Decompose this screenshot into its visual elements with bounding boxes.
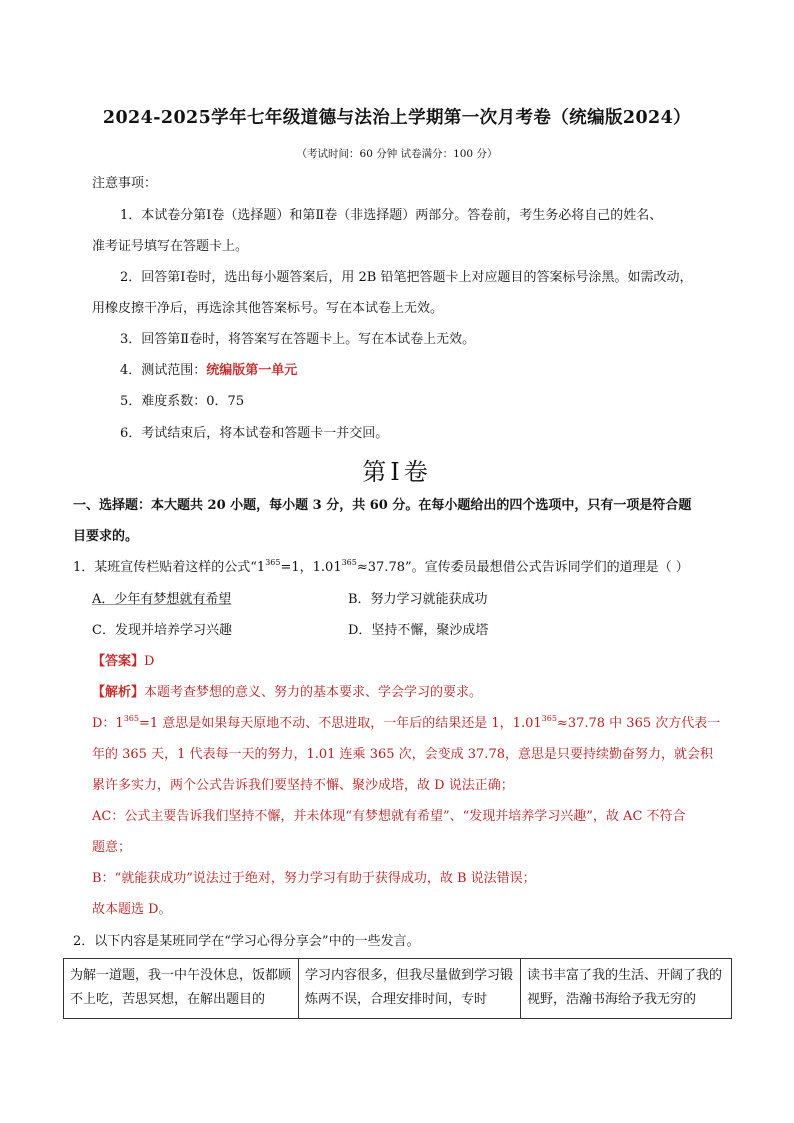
note-item-2-line-1: 2．回答第Ⅰ卷时，选出每小题答案后，用 2B 铅笔把答题卡上对应题目的答案标号涂黑。如需改动， bbox=[120, 270, 693, 285]
section-title: 第Ⅰ卷 bbox=[362, 458, 432, 486]
note-item-5: 5．难度系数：0．75 bbox=[120, 394, 245, 409]
answer-row bbox=[92, 652, 154, 672]
table-cell: 学习内容很多，但我尽量做到学习锻炼两不误，合理安排时间，专时 bbox=[299, 959, 521, 1019]
question-1-stem bbox=[73, 558, 689, 578]
section-instruction-line-2: 目要求的。 bbox=[73, 529, 139, 544]
exponent: 365 bbox=[541, 714, 557, 723]
analysis-d-line-2: 年的 365 天，1 代表每一天的努力，1.01 连乘 365 次，会变成 37.78，意思是只要持续勤奋努力，就会积 bbox=[92, 747, 713, 762]
note-item-1-line-2: 准考证号填写在答题卡上。 bbox=[92, 239, 249, 254]
answer-label: 【答案】 bbox=[92, 654, 145, 669]
question-1-stem-part: 1．某班宣传栏贴着这样的公式“1 bbox=[73, 560, 266, 575]
question-1-stem-part: ≈37.78”。宣传委员最想借公式告诉同学们的道理是（ ） bbox=[356, 560, 689, 575]
analysis-conclusion: 故本题选 D。 bbox=[92, 902, 172, 917]
note-item-4-label: 4．测试范围： bbox=[120, 363, 207, 378]
question-1-option-d: D．坚持不懈，聚沙成塔 bbox=[348, 623, 489, 638]
note-item-2-line-2: 用橡皮擦干净后，再选涂其他答案标号。写在本试卷上无效。 bbox=[92, 301, 444, 316]
section-instruction-line-1: 一、选择题：本大题共 20 小题，每小题 3 分，共 60 分。在每小题给出的四个选项中，只有一项是符合题 bbox=[73, 498, 692, 513]
exponent: 365 bbox=[341, 558, 357, 567]
question-2-quote-table bbox=[63, 958, 732, 1019]
analysis-text: D：1 bbox=[92, 716, 124, 731]
question-1-option-a: A．少年有梦想就有希望 bbox=[92, 592, 232, 607]
analysis-summary: 本题考查梦想的意义、努力的基本要求、学会学习的要求。 bbox=[144, 685, 483, 700]
table-cell: 读书丰富了我的生活、开阔了我的视野，浩瀚书海给予我无穷的 bbox=[521, 959, 732, 1019]
note-item-1-line-1: 1．本试卷分第Ⅰ卷（选择题）和第Ⅱ卷（非选择题）两部分。答卷前，考生务必将自己的姓名、 bbox=[120, 208, 663, 223]
exponent: 365 bbox=[265, 558, 281, 567]
table-cell: 为解一道题，我一中午没休息，饭都顾不上吃，苦思冥想，在解出题目的 bbox=[64, 959, 299, 1019]
analysis-ac-line-2: 题意； bbox=[92, 840, 132, 855]
question-1-option-c: C．发现并培养学习兴趣 bbox=[92, 623, 232, 638]
analysis-text: =1 意思是如果每天原地不动、不思进取，一年后的结果还是 1，1.01 bbox=[138, 716, 542, 731]
table-row bbox=[64, 959, 732, 1019]
notes-heading: 注意事项： bbox=[92, 176, 158, 191]
analysis-ac-line-1: AC：公式主要告诉我们坚持不懈，并未体现“有梦想就有希望”、“发现并培养学习兴趣”，故 AC 不符合 bbox=[92, 809, 686, 824]
exam-subtitle: （考试时间：60 分钟 试卷满分：100 分） bbox=[296, 148, 498, 160]
note-item-4 bbox=[120, 361, 297, 381]
note-item-3: 3．回答第Ⅱ卷时，将答案写在答题卡上。写在本试卷上无效。 bbox=[120, 332, 476, 347]
analysis-text: ≈37.78 中 365 次方代表一 bbox=[556, 716, 721, 731]
question-2-stem: 2．以下内容是某班同学在“学习心得分享会”中的一些发言。 bbox=[73, 934, 420, 949]
analysis-d-line-1 bbox=[92, 714, 720, 734]
analysis-label: 【解析】 bbox=[92, 685, 145, 700]
answer-value: D bbox=[144, 654, 155, 669]
exponent: 365 bbox=[123, 714, 139, 723]
question-1-option-b: B．努力学习就能获成功 bbox=[348, 592, 488, 607]
analysis-row bbox=[92, 683, 482, 703]
test-scope-value: 统编版第一单元 bbox=[206, 363, 298, 378]
question-1-stem-part: =1，1.01 bbox=[280, 560, 342, 575]
note-item-6: 6．考试结束后，将本试卷和答题卡一并交回。 bbox=[120, 426, 389, 441]
analysis-b-line: B：“就能获成功”说法过于绝对，努力学习有助于获得成功，故 B 说法错误； bbox=[92, 871, 536, 886]
exam-title: 2024-2025学年七年级道德与法治上学期第一次月考卷（统编版2024） bbox=[102, 108, 692, 128]
analysis-d-line-3: 累许多实力，两个公式告诉我们要坚持不懈、聚沙成塔，故 D 说法正确； bbox=[92, 778, 514, 793]
